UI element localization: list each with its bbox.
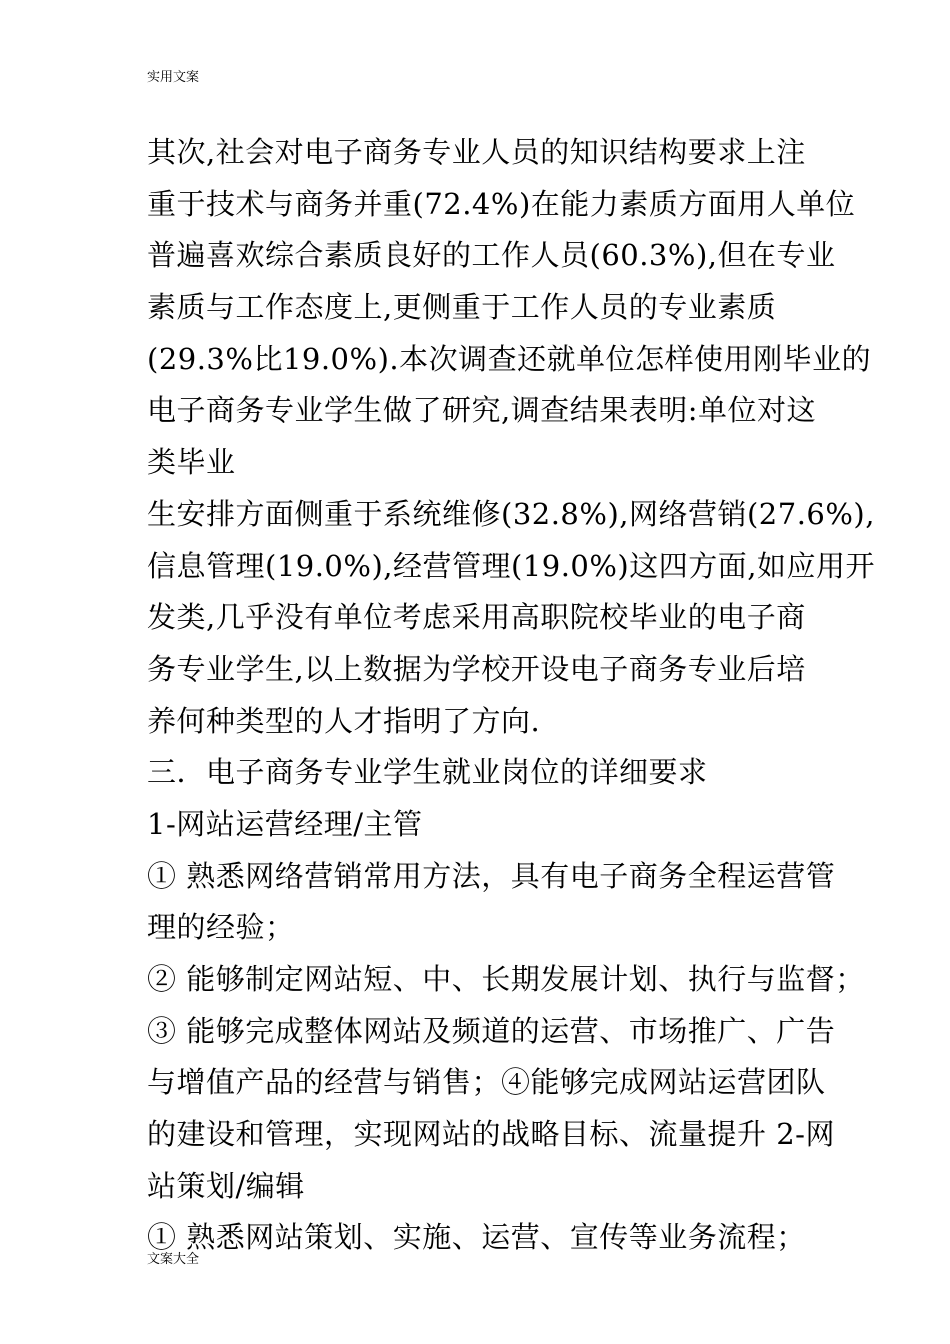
text-line: ③ 能够完成整体网站及频道的运营、市场推广、广告 — [147, 1013, 836, 1048]
text-line: 发类,几乎没有单位考虑采用高职院校毕业的电子商 — [147, 600, 806, 635]
text-line: ② 能够制定网站短、中、长期发展计划、执行与监督； — [147, 962, 865, 996]
subsection-heading: 1-网站运营经理/主管 — [147, 806, 423, 841]
text-line: 重于技术与商务并重(72.4%)在能力素质方面用人单位 — [147, 186, 856, 221]
text-line: 类毕业 — [147, 445, 236, 480]
text-line: ① 熟悉网站策划、实施、运营、宣传等业务流程； — [147, 1220, 806, 1255]
text-line: 信息管理(19.0%),经营管理(19.0%)这四方面,如应用开 — [147, 548, 875, 583]
text-line: (29.3%比19.0%).本次调查还就单位怎样使用刚毕业的 — [147, 341, 872, 376]
text-line: 站策划/编辑 — [147, 1168, 305, 1203]
text-line: 生安排方面侧重于系统维修(32.8%),网络营销(27.6%), — [147, 496, 875, 531]
text-line: 普遍喜欢综合素质良好的工作人员(60.3%),但在专业 — [147, 238, 836, 273]
document-body — [147, 130, 875, 1267]
text-line: 理的经验； — [147, 910, 295, 945]
text-line: ① 熟悉网络营销常用方法，具有电子商务全程运营管 — [147, 858, 836, 893]
text-line: 电子商务专业学生做了研究,调查结果表明:单位对这 — [147, 393, 816, 428]
section-heading: 三．电子商务专业学生就业岗位的详细要求 — [147, 755, 708, 790]
page-header: 实用文案 — [147, 70, 200, 85]
text-line: 其次,社会对电子商务专业人员的知识结构要求上注 — [147, 135, 806, 169]
text-line: 务专业学生,以上数据为学校开设电子商务专业后培 — [147, 651, 806, 686]
text-line: 素质与工作态度上,更侧重于工作人员的专业素质 — [147, 290, 777, 325]
page-footer: 文案大全 — [147, 1252, 200, 1267]
text-line: 与增值产品的经营与销售；④能够完成网站运营团队 — [147, 1065, 826, 1100]
text-line: 的建设和管理，实现网站的战略目标、流量提升 2-网 — [147, 1117, 835, 1152]
text-line: 养何种类型的人才指明了方向. — [147, 703, 541, 738]
